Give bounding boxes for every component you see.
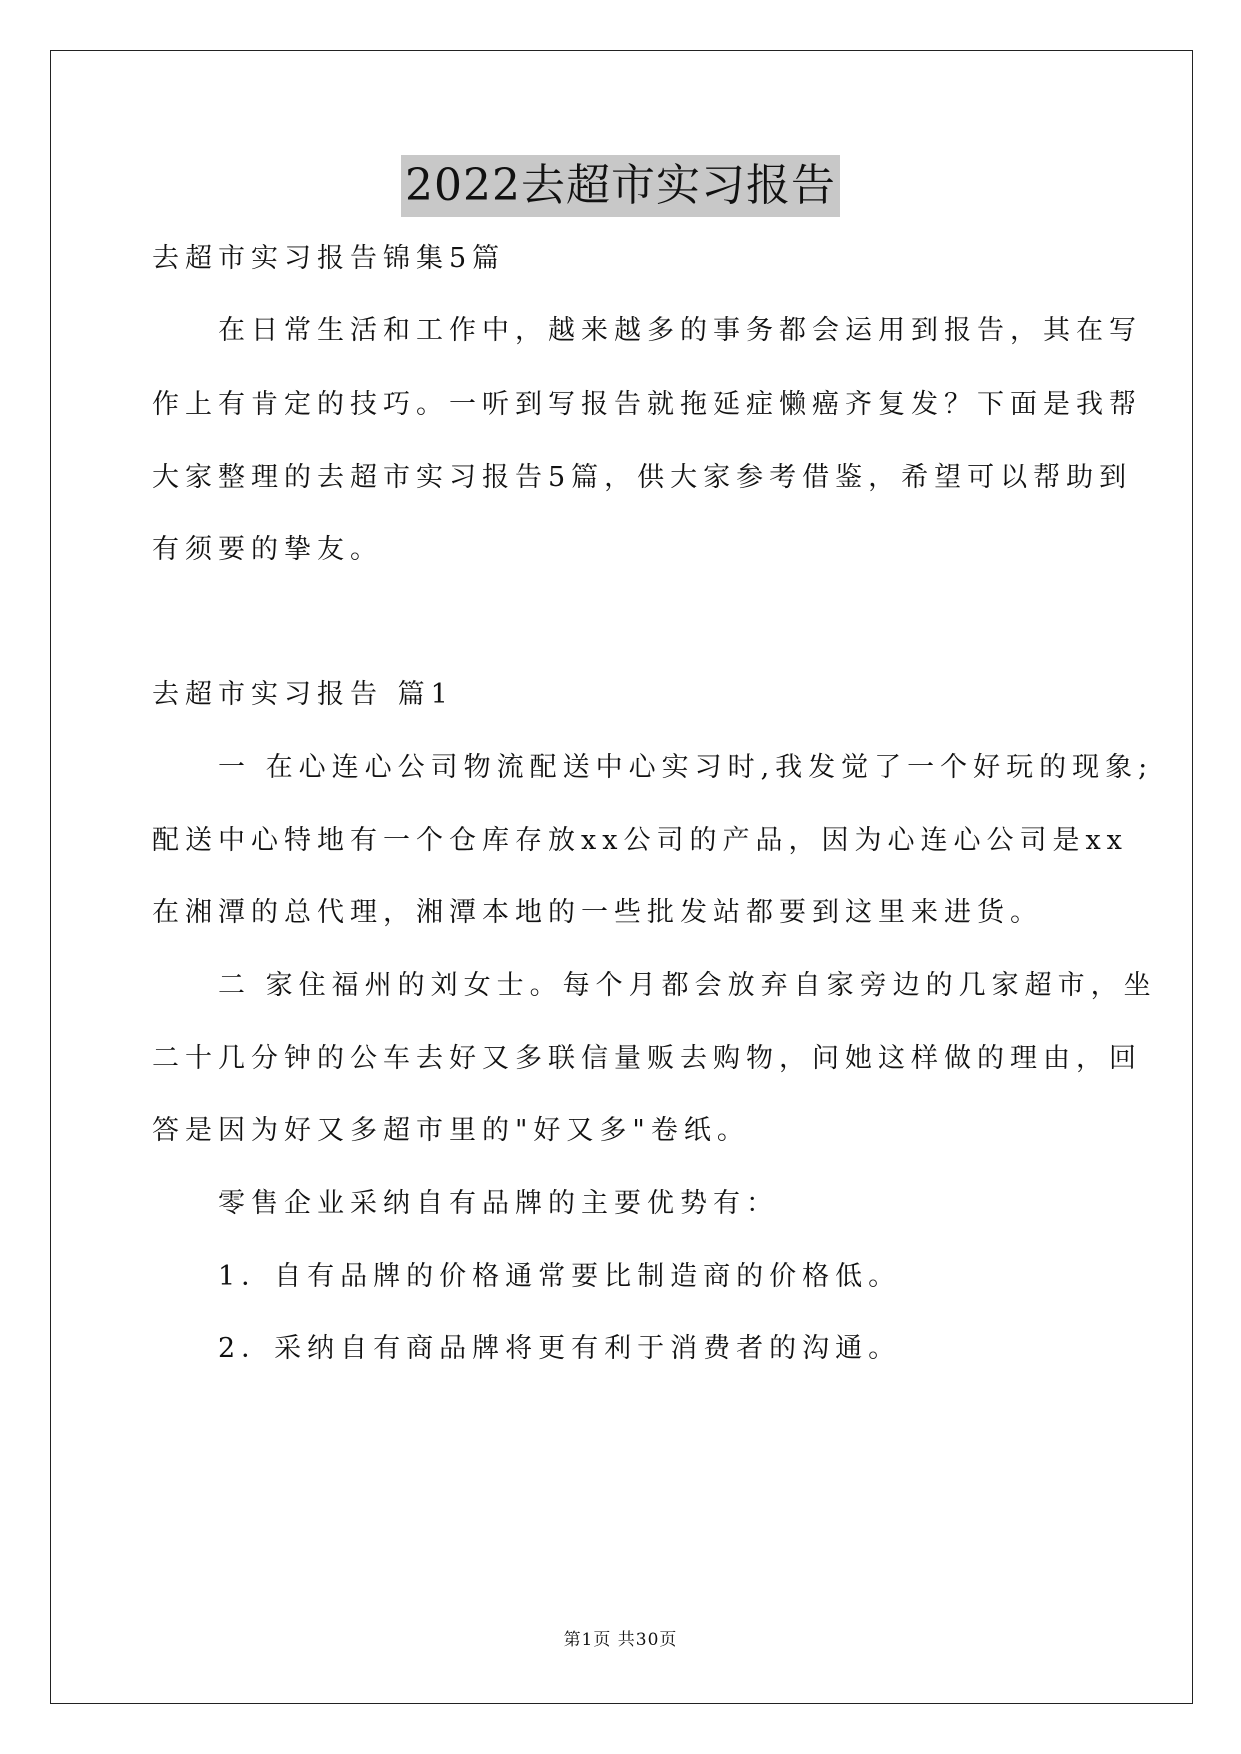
body-paragraph-line: 零售企业采纳自有品牌的主要优势有： [152,1188,779,1219]
section-heading: 去超市实习报告 篇1 [152,679,454,710]
body-paragraph-line: 一 在心连心公司物流配送中心实习时,我发觉了一个好玩的现象; [152,752,1154,783]
intro-paragraph-line: 在日常生活和工作中，越来越多的事务都会运用到报告，其在写 [152,315,1142,346]
body-paragraph-line: 在湘潭的总代理，湘潭本地的一些批发站都要到这里来进货。 [152,897,1043,928]
page-footer: 第1页 共30页 [563,1630,678,1650]
intro-paragraph-line: 大家整理的去超市实习报告5篇，供大家参考借鉴，希望可以帮助到 [152,462,1133,493]
body-paragraph-line: 二十几分钟的公车去好又多联信量贩去购物，问她这样做的理由，回 [152,1043,1142,1074]
body-paragraph-line: 答是因为好又多超市里的"好又多"卷纸。 [152,1115,750,1146]
intro-paragraph-line: 作上有肯定的技巧。一听到写报告就拖延症懒癌齐复发？下面是我帮 [152,389,1142,420]
list-item: 1．自有品牌的价格通常要比制造商的价格低。 [152,1261,902,1292]
list-item: 2．采纳自有商品牌将更有利于消费者的沟通。 [152,1333,902,1364]
document-title: 2022去超市实习报告 [401,155,840,217]
collection-heading: 去超市实习报告锦集5篇 [152,243,506,274]
title-container [0,155,1241,217]
page-border [50,50,1193,1704]
intro-paragraph-line: 有须要的挚友。 [152,534,383,565]
body-paragraph-line: 二 家住福州的刘女士。每个月都会放弃自家旁边的几家超市，坐 [152,970,1157,1001]
body-paragraph-line: 配送中心特地有一个仓库存放xx公司的产品，因为心连心公司是xx [152,825,1128,856]
